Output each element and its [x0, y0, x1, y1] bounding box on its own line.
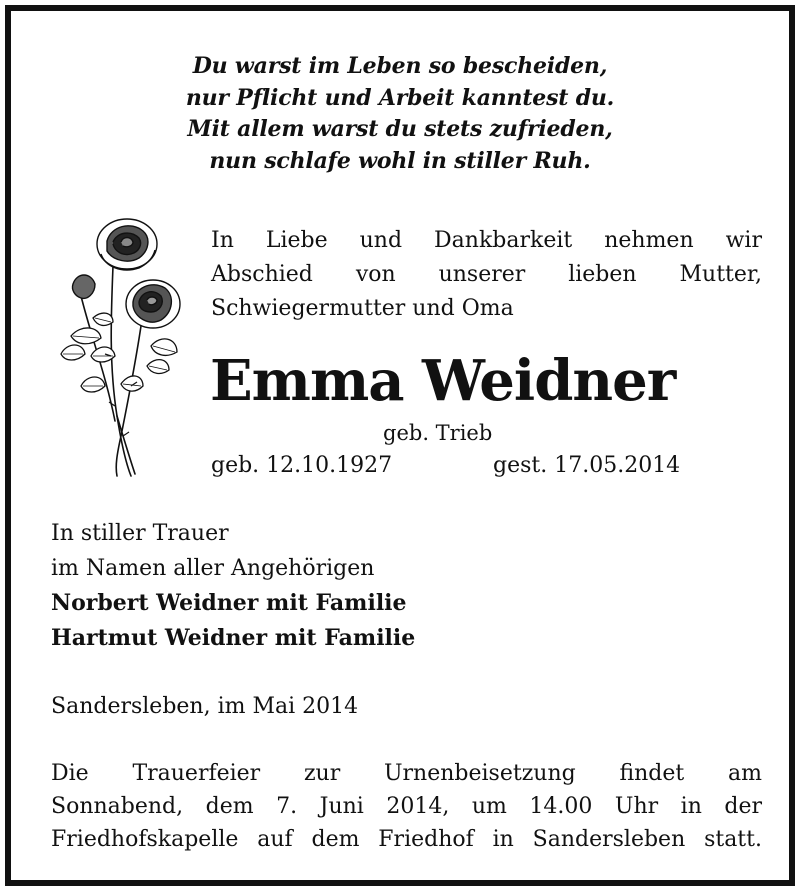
mourners-line: im Namen aller Angehörigen	[51, 556, 375, 581]
intro-text	[211, 224, 762, 326]
deceased-name: Emma Weidner	[210, 348, 676, 414]
mourner-family: Hartmut Weidner mit Familie	[51, 625, 416, 651]
intro-line: Abschied von unserer lieben Mutter,	[211, 262, 762, 287]
poem-line: nun schlafe wohl in stiller Ruh.	[209, 147, 591, 174]
rose-illustration-icon	[51, 206, 191, 481]
funeral-line: Sonnabend, dem 7. Juni 2014, um 14.00 Uhr in der	[51, 794, 762, 819]
poem	[11, 51, 789, 177]
mourners-block	[51, 516, 415, 656]
rose-head-bottom	[126, 280, 180, 328]
maiden-name: geb. Trieb	[383, 421, 493, 445]
funeral-line: Die Trauerfeier zur Urnenbeisetzung findet am	[51, 761, 762, 786]
place-date: Sandersleben, im Mai 2014	[51, 694, 359, 719]
mourners-line: In stiller Trauer	[51, 521, 229, 546]
intro-line: In Liebe und Dankbarkeit nehmen wir	[211, 228, 762, 253]
obituary-frame	[5, 5, 795, 886]
intro-line: Schwiegermutter und Oma	[211, 296, 514, 321]
mourner-family: Norbert Weidner mit Familie	[51, 590, 407, 616]
rose-head-top	[97, 219, 157, 270]
funeral-line: Friedhofskapelle auf dem Friedhof in Sandersleben statt.	[51, 827, 762, 852]
poem-line: Mit allem warst du stets zufrieden,	[187, 116, 613, 142]
funeral-notice	[51, 757, 762, 856]
birth-date: geb. 12.10.1927	[211, 453, 393, 478]
death-date: gest. 17.05.2014	[493, 453, 681, 478]
poem-line: nur Pflicht und Arbeit kanntest du.	[185, 84, 615, 111]
poem-line: Du warst im Leben so bescheiden,	[192, 53, 608, 79]
